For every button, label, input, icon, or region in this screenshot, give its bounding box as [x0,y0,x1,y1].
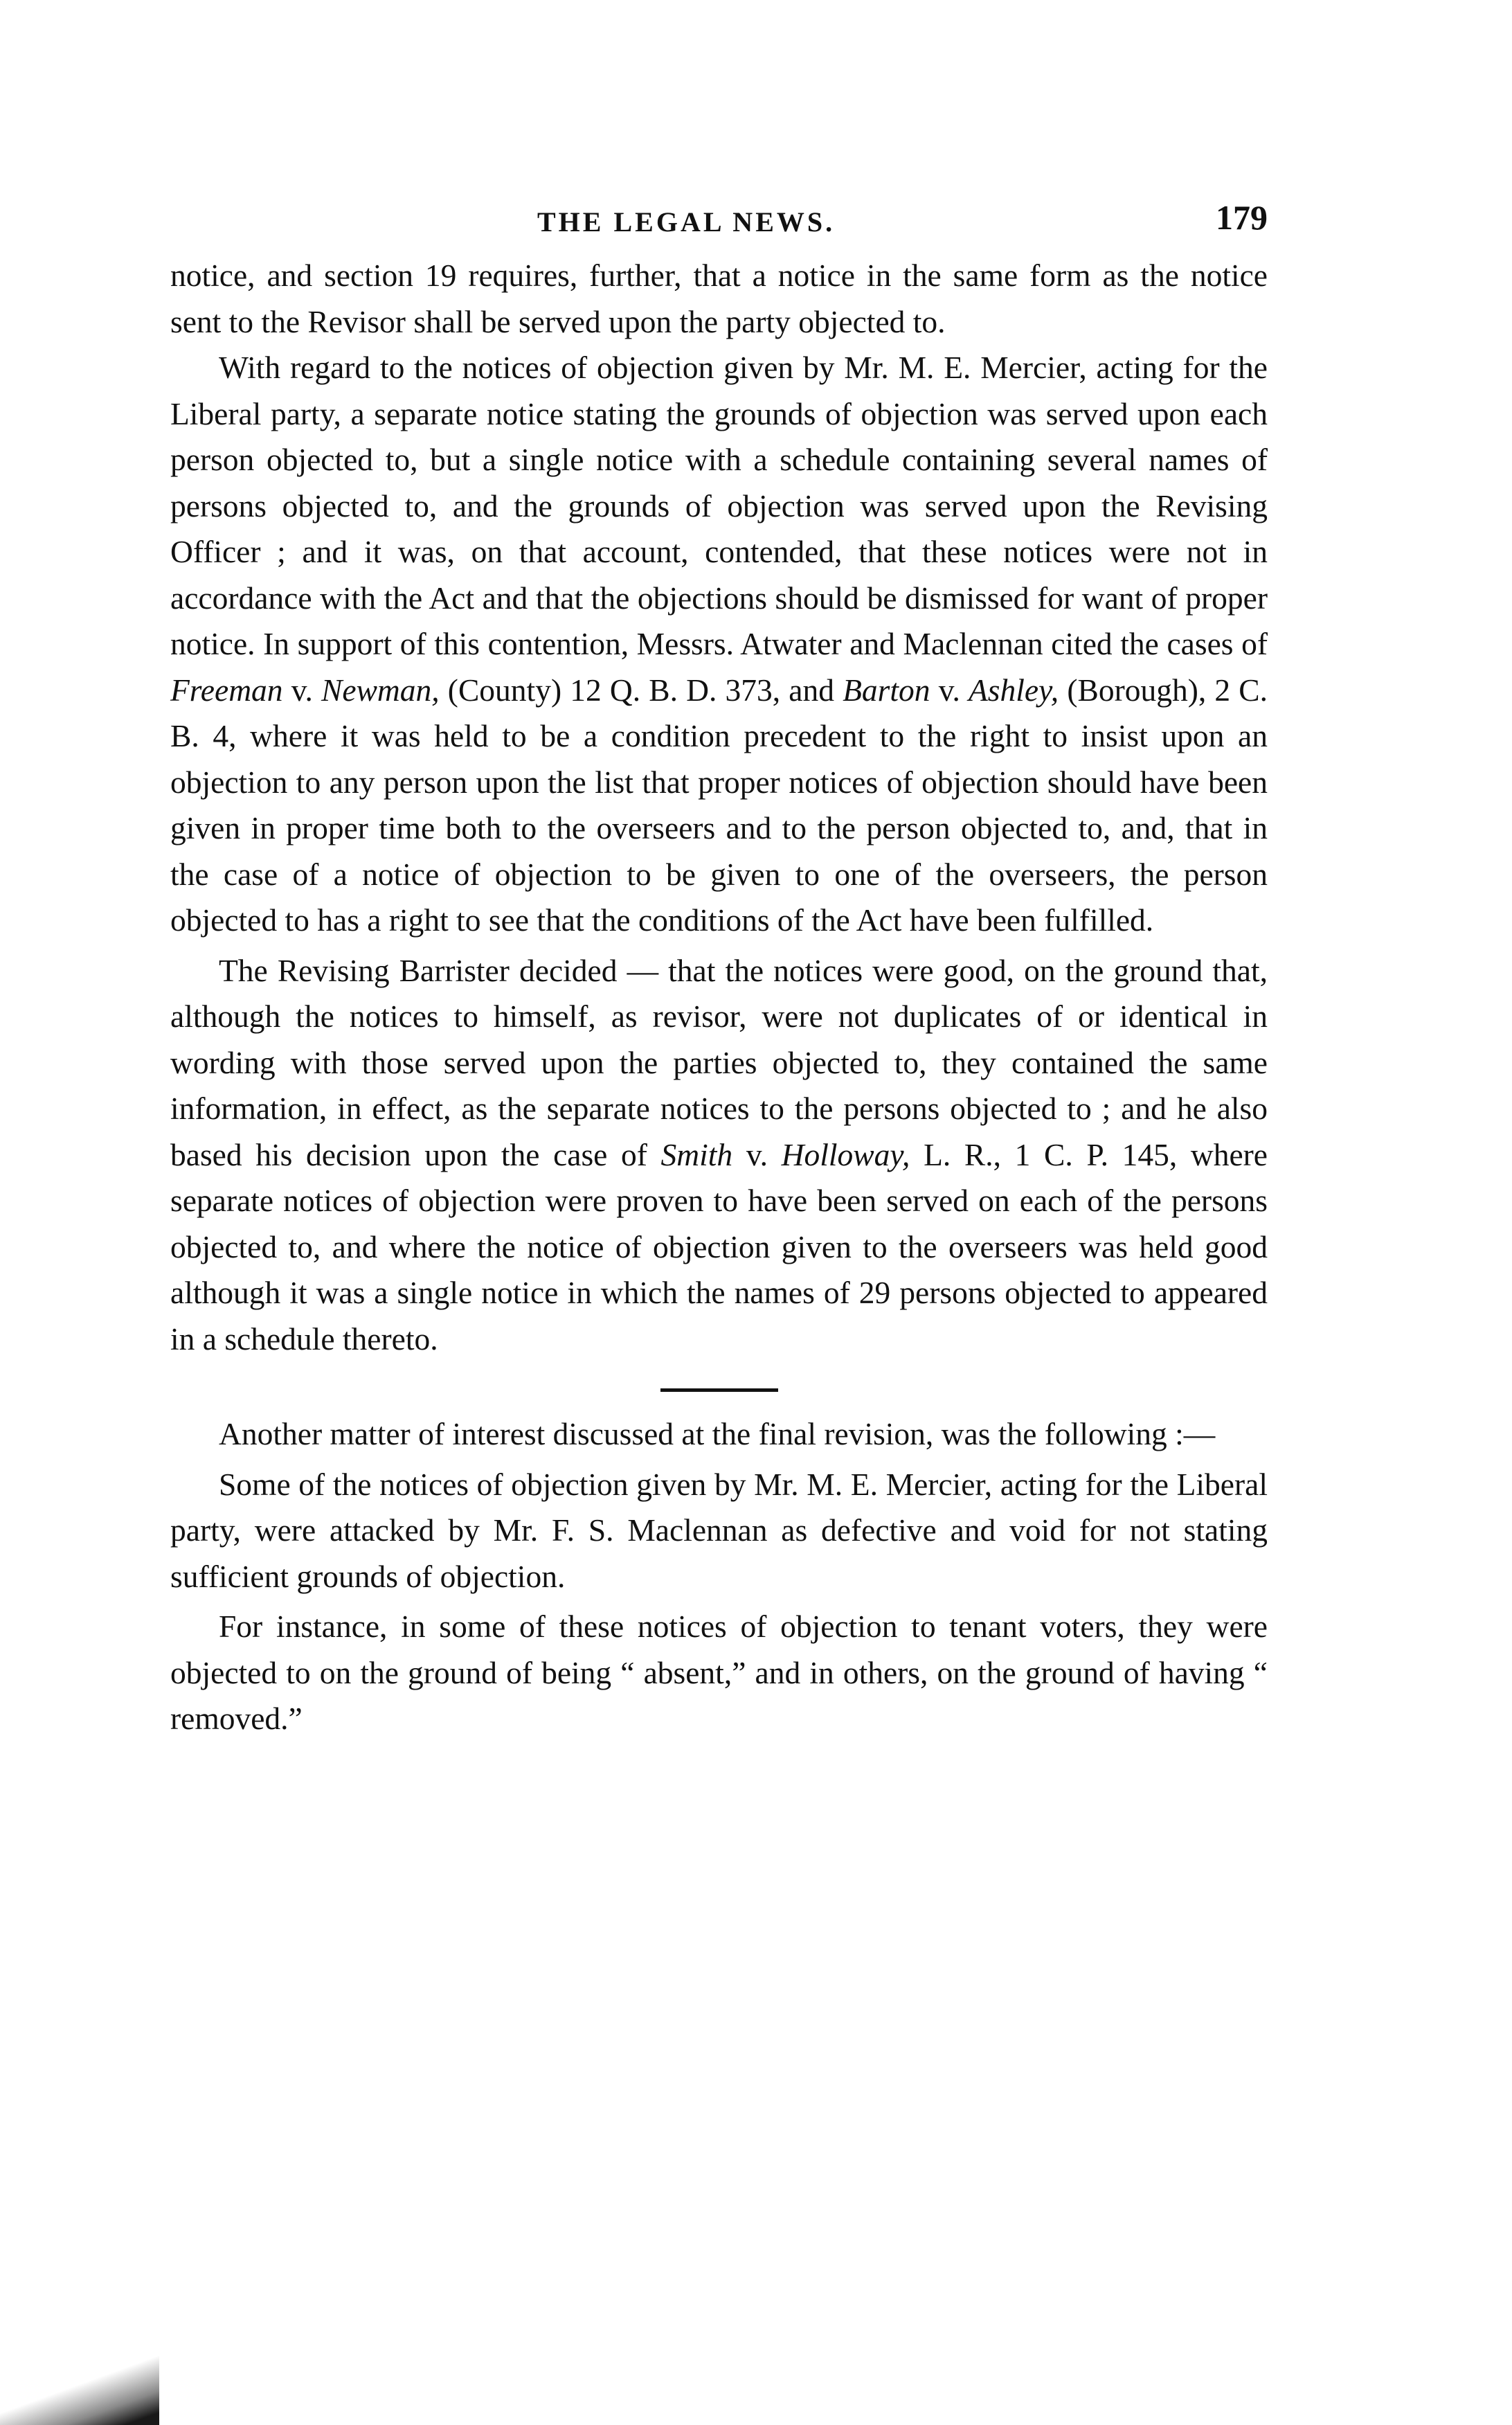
paragraph-barrister-decision [170,948,1268,1363]
case-name: Ashley, [969,672,1059,708]
page-number: 179 [1216,198,1268,237]
case-name: Barton [843,672,930,708]
section-divider [660,1388,778,1392]
paragraph-for-instance [170,1604,1268,1742]
page-corner-stain [0,2328,159,2425]
text-segment: v. [282,672,322,708]
text-segment: Some of the notices of objection given by Mr. M. E. Mercier, acting for the Liberal party, were attacked by Mr. F. S. Maclennan as defective and void for not stating sufficient grounds of objection. [170,1466,1268,1594]
paragraph-continuation [170,253,1268,345]
text-segment: L. R., 1 C. P. 145, where separate notices of objection were proven to have been served on each of the persons objected to, and where the notice of objection given to the overseers was held good although it was a single notice in which the names of 29 persons objected to appeared in a schedule thereto. [170,1136,1268,1357]
case-name: Freeman [170,672,283,708]
case-name: Smith [660,1136,733,1172]
paragraph-notices-attacked [170,1462,1268,1600]
text-segment: (Borough), 2 C. B. 4, where it was held to be a condition precedent to the right to insist upon an objection to any person upon the list that proper notices of objection should have been given in proper time both to the overseers and to the person objected to, and, that in the case of a notice of objection to be given to one of the overseers, the person objected to has a right to see that the conditions of the Act have been fulfilled. [170,672,1268,938]
text-segment: (County) 12 Q. B. D. 373, and [439,672,843,708]
text-segment: v. [732,1136,782,1172]
page-header [170,197,1268,253]
text-segment: The Revising Barrister decided — that the notices were good, on the ground that, although the notices to himself, as revisor, were not duplicates of or identical in wording with those served upon the parties objected to, they contained the same information, in effect, as the separate notices to the persons objected to ; and he also based his decision upon the case of [170,952,1268,1172]
paragraph-another-matter [170,1411,1268,1458]
text-segment: notice, and section 19 requires, further, that a notice in the same form as the notice sent to the Revisor shall be served upon the party objected to. [170,258,1268,339]
book-page [170,197,1268,1742]
text-segment: With regard to the notices of objection given by Mr. M. E. Mercier, acting for the Liberal party, a separate notice stating the grounds of objection was served upon each person objected to, but a single notice with a schedule containing several names of persons objected to, and the grounds of objection was served upon the Revising Officer ; and it was, on that account, contended, that these notices were not in accordance with the Act and that the objections should be dismissed for want of proper notice. In support of this contention, Messrs. Atwater and Maclennan cited the cases of [170,350,1268,661]
paragraph-liberal-notices [170,345,1268,944]
text-segment: For instance, in some of these notices of objection to tenant voters, they were objected to on the ground of being “ absent,” and in others, on the ground of having “ removed.” [170,1609,1268,1736]
running-title: THE LEGAL NEWS. [537,206,836,238]
text-segment: v. [930,672,969,708]
case-name: Holloway, [781,1136,910,1172]
case-name: Newman, [321,672,440,708]
text-segment: Another matter of interest discussed at the final revision, was the following :— [219,1416,1216,1451]
